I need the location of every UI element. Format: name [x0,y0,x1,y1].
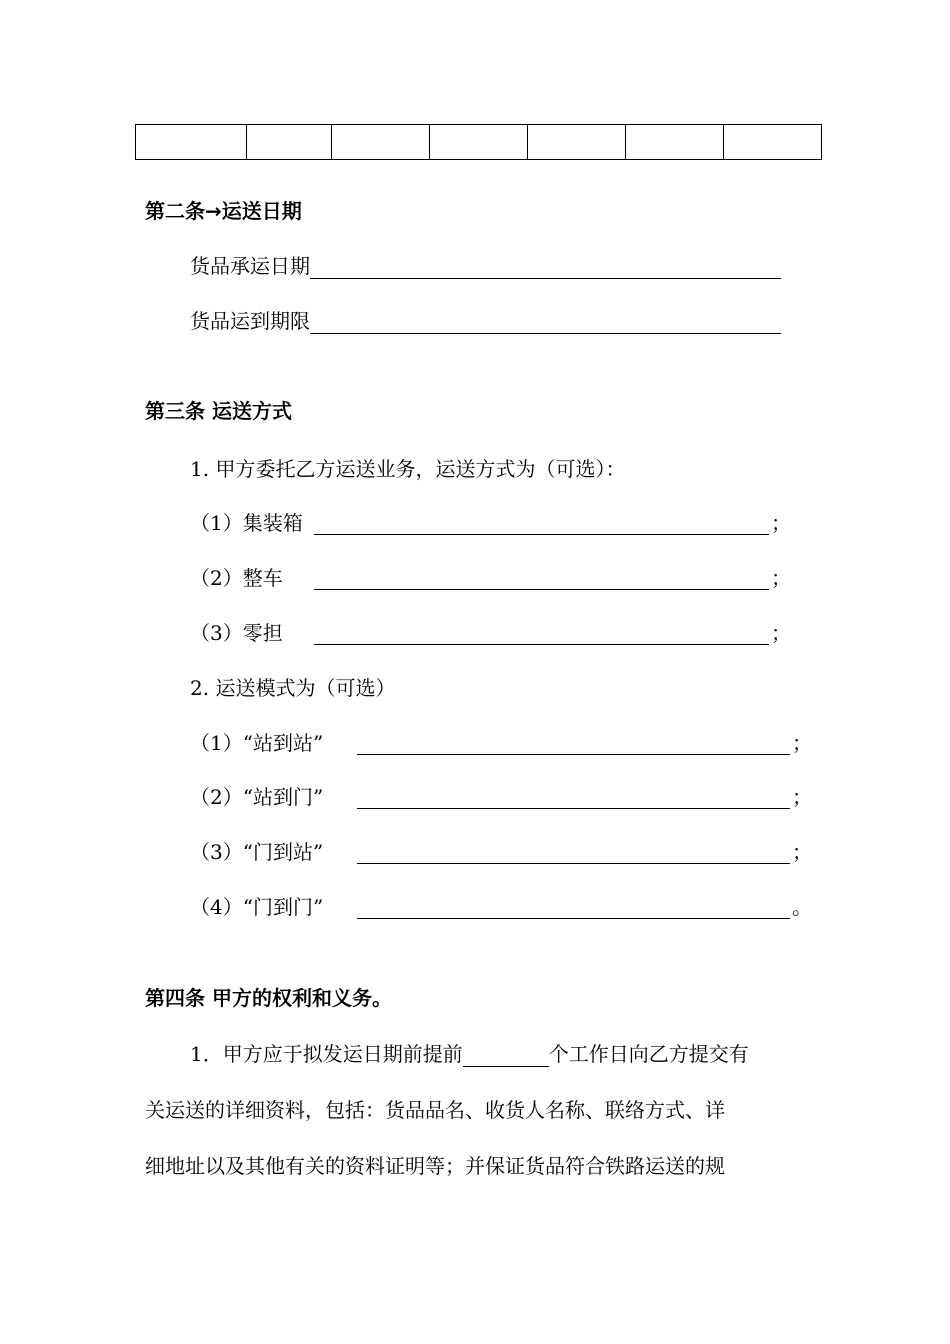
mode4-blank[interactable] [357,896,790,919]
period: 。 [792,895,812,919]
semicolon: ； [771,566,791,590]
option-fullcar-row [190,565,283,591]
option-fullcar-blank[interactable] [314,567,769,590]
table-cell [136,125,247,160]
article3-item2: 2. 运送模式为（可选） [190,676,396,700]
option-lessload-blank[interactable] [314,622,769,645]
article4-para-line3: 细地址以及其他有关的资料证明等；并保证货品符合铁路运送的规 [145,1154,725,1178]
mode3-label: （3）“门到站” [190,840,324,864]
deadline-row [190,308,781,334]
article2-heading: 第二条→运送日期 [145,199,302,223]
option-lessload-row [190,620,283,646]
semicolon: ； [792,785,812,809]
semicolon: ； [771,621,791,645]
mode4-label: （4）“门到门” [190,895,324,919]
mode2-blank[interactable] [357,786,790,809]
option-container-row [190,510,303,536]
table-row [136,125,822,160]
table-cell [626,125,724,160]
table-cell [528,125,626,160]
workdays-blank[interactable] [463,1044,549,1067]
table-cell [332,125,430,160]
article3-item1: 1. 甲方委托乙方运送业务，运送方式为（可选）： [190,457,626,481]
deadline-label: 货品运到期限 [190,309,310,333]
article3-heading: 第三条 运送方式 [145,399,292,423]
article4-heading: 第四条 甲方的权利和义务。 [145,986,392,1010]
article4-p1-end: 个工作日向乙方提交有 [548,1042,749,1066]
mode2-label: （2）“站到门” [190,785,324,809]
semicolon: ； [792,840,812,864]
article4-para-line1 [190,1041,749,1067]
article4-p1-start: 1．甲方应于拟发运日期前提前 [190,1042,463,1066]
mode1-blank[interactable] [357,732,790,755]
deadline-blank[interactable] [310,311,781,334]
option-fullcar-label: （2）整车 [190,566,283,590]
article4-para-line2: 关运送的详细资料，包括：货品品名、收货人名称、联络方式、详 [145,1098,725,1122]
table-cell [430,125,528,160]
ship-date-row [190,253,781,279]
option-lessload-label: （3）零担 [190,621,283,645]
table-cell [247,125,332,160]
option-container-blank[interactable] [314,512,769,535]
semicolon: ； [771,511,791,535]
mode1-label: （1）“站到站” [190,731,324,755]
blank-table [135,124,822,160]
ship-date-blank[interactable] [310,256,781,279]
option-container-label: （1）集装箱 [190,511,303,535]
ship-date-label: 货品承运日期 [190,254,310,278]
semicolon: ； [792,731,812,755]
mode3-blank[interactable] [357,841,790,864]
table-cell [724,125,822,160]
